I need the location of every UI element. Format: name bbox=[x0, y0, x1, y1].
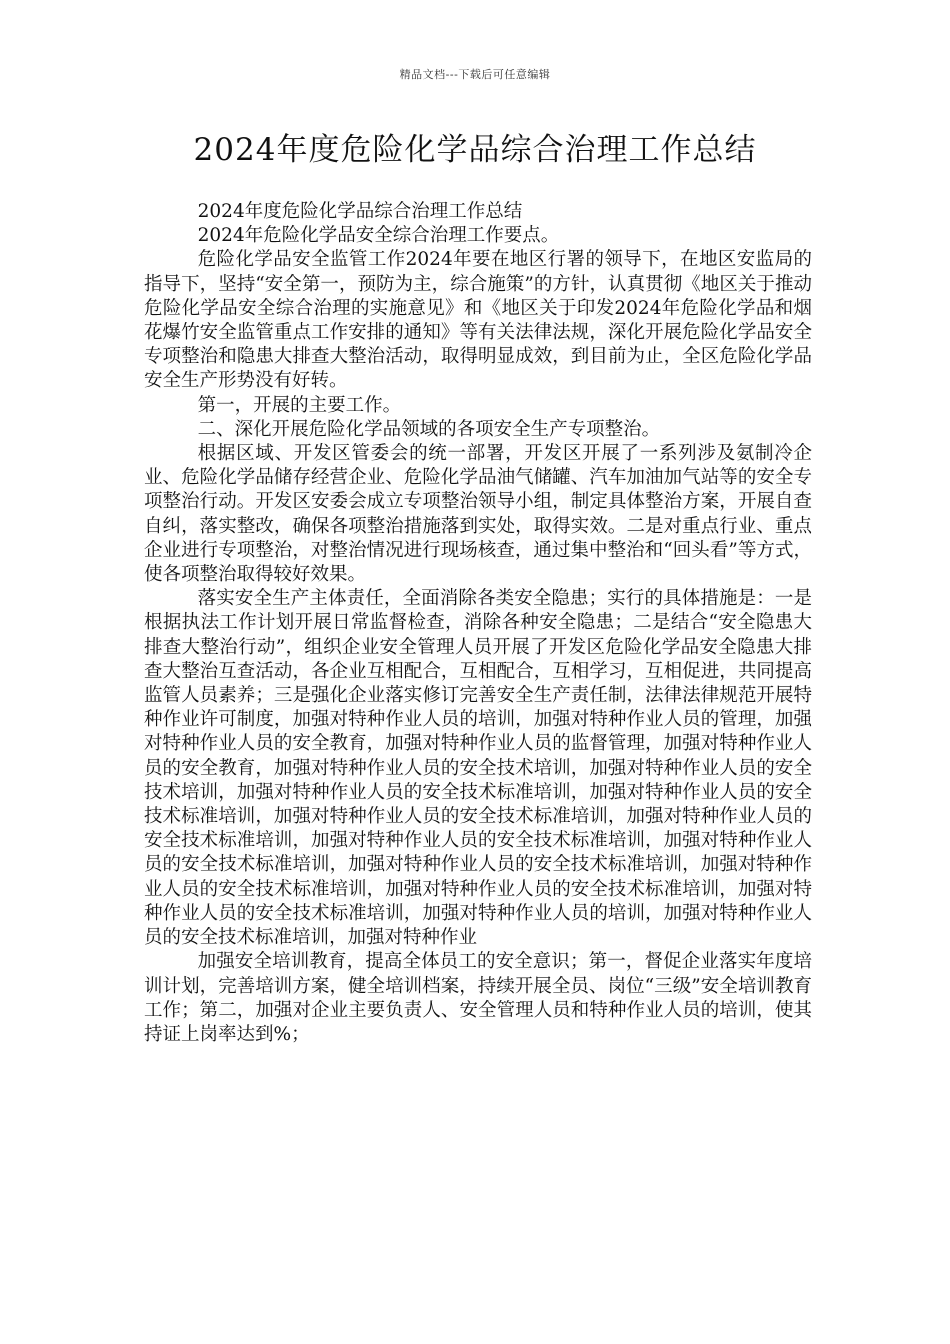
paragraph-safety-responsibility: 落实安全生产主体责任，全面消除各类安全隐患；实行的具体措施是：一是根据执法工作计划开展日常监督检查，消除各种安全隐患；二是结合“安全隐患大排查大整治行动”，组织企业安全管理人员开展了开发区危险化学品安全隐患大排查大整治互查活动，各企业互相配合，互相配合，互相学习，互相促进，共同提高监管人员素养；三是强化企业落实修订完善安全生产责任制，法律法律规范开展特种作业许可制度，加强对特种作业人员的培训，加强对特种作业人员的管理，加强对特种作业人员的安全教育，加强对特种作业人员的监督管理，加强对特种作业人员的安全教育，加强对特种作业人员的安全技术培训，加强对特种作业人员的安全技术培训，加强对特种作业人员的安全技术标准培训，加强对特种作业人员的安全技术标准培训，加强对特种作业人员的安全技术标准培训，加强对特种作业人员的安全技术标准培训，加强对特种作业人员的安全技术标准培训，加强对特种作业人员的安全技术标准培训，加强对特种作业人员的安全技术标准培训，加强对特种作业人员的安全技术标准培训，加强对特种作业人员的安全技术标准培训，加强对特种作业人员的安全技术标准培训，加强对特种作业人员的培训，加强对特种作业人员的安全技术标准培训，加强对特种作业 bbox=[144, 588, 812, 949]
paragraph-safety-training: 加强安全培训教育，提高全体员工的安全意识；第一，督促企业落实年度培训计划，完善培训方案，健全培训档案，持续开展全员、岗位“三级”安全培训教育工作；第二，加强对企业主要负责人、安全管理人员和特种作业人员的培训，使其持证上岗率达到%； bbox=[144, 951, 812, 1045]
paragraph-key-points: 2024年危险化学品安全综合治理工作要点。 bbox=[197, 225, 560, 247]
paragraph-section-heading-main-work: 第一，开展的主要工作。 bbox=[197, 394, 402, 416]
document-title: 2024年度危险化学品综合治理工作总结 bbox=[193, 132, 757, 168]
paragraph-rectification-details: 根据区域、开发区管委会的统一部署，开发区开展了一系列涉及氨制冷企业、危险化学品储存经营企业、危险化学品油气储罐、汽车加油加气站等的安全专项整治行动。开发区安委会成立专项整治领导小组，制定具体整治方案，开展自查自纠，落实整改，确保各项整治措施落到实处，取得实效。二是对重点行业、重点企业进行专项整治，对整治情况进行现场核查，通过集中整治和“回头看”等方式，使各项整治取得较好效果。 bbox=[144, 443, 812, 586]
document-body bbox=[144, 200, 812, 1047]
page-header-note: 精品文档---下载后可任意编辑 bbox=[399, 68, 551, 81]
paragraph-intro: 危险化学品安全监管工作2024年要在地区行署的领导下，在地区安监局的指导下，坚持“安全第一，预防为主，综合施策”的方针，认真贯彻《地区关于推动危险化学品安全综合治理的实施意见》和《地区关于印发2024年危险化学品和烟花爆竹安全监管重点工作安排的通知》等有关法律法规，深化开展危险化学品安全专项整治和隐患大排查大整治活动，取得明显成效，到目前为止，全区危险化学品安全生产形势没有好转。 bbox=[144, 249, 812, 392]
paragraph-section-heading-special-rectification: 二、深化开展危险化学品领域的各项安全生产专项整治。 bbox=[197, 418, 661, 440]
paragraph-subtitle: 2024年度危险化学品综合治理工作总结 bbox=[197, 201, 523, 222]
